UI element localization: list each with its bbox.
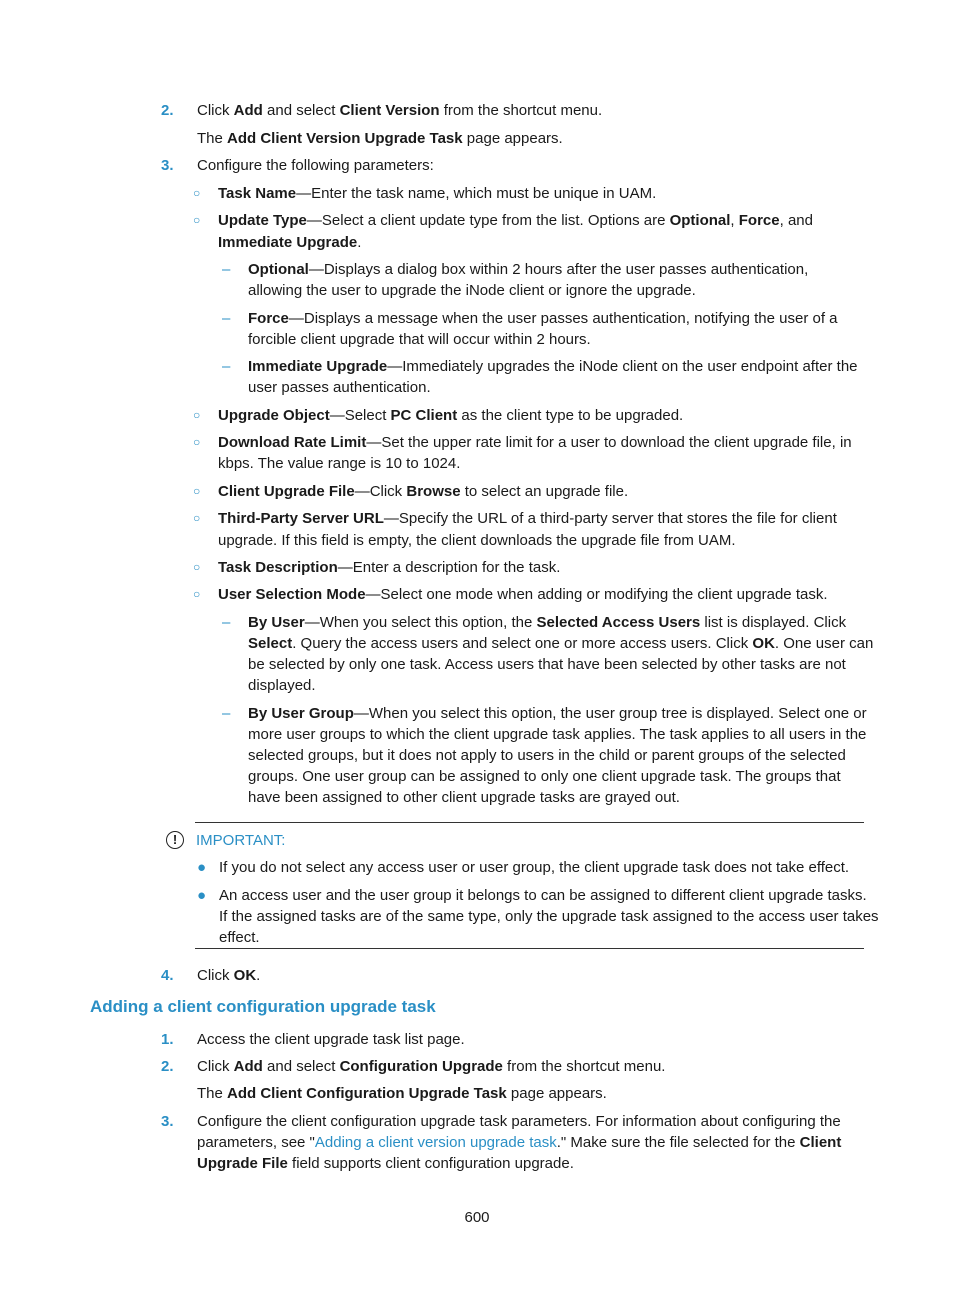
param-task-description: Task Description—Enter a description for the task. <box>218 559 561 576</box>
param-upgrade-object: Upgrade Object—Select PC Client as the client type to be upgraded. <box>218 407 684 424</box>
param-user-selection: User Selection Mode—Select one mode when adding or modifying the client upgrade task. <box>218 586 828 603</box>
option-by-group: By User Group—When you select this option, the user group tree is displayed. Select one or <box>248 705 867 722</box>
s2-step-1-text: Access the client upgrade task list page. <box>197 1031 465 1048</box>
circle-bullet-icon: ○ <box>193 213 201 227</box>
param-task-name: Task Name—Enter the task name, which must be unique in UAM. <box>218 185 657 202</box>
param-third-party-cont: upgrade. If this field is empty, the client downloads the upgrade file from UAM. <box>218 532 736 549</box>
circle-bullet-icon: ○ <box>193 587 201 601</box>
important-bullet-2-l2: If the assigned tasks are of the same type, only the upgrade task assigned to the access user takes <box>219 908 879 925</box>
step-number: 1. <box>161 1031 174 1048</box>
bullet-dot-icon: ● <box>197 887 207 904</box>
param-download-rate: Download Rate Limit—Set the upper rate limit for a user to download the client upgrade file, in <box>218 434 852 451</box>
important-bullet-2-l3: effect. <box>219 929 260 946</box>
s2-step-3-text: Configure the client configuration upgrade task parameters. For information about configuring the <box>197 1113 841 1130</box>
dash-bullet-icon: – <box>222 705 231 722</box>
dash-bullet-icon: – <box>222 358 231 375</box>
circle-bullet-icon: ○ <box>193 484 201 498</box>
option-by-group-l3: selected groups, but it does not apply to users in the child or parent groups of the selected <box>248 747 846 764</box>
circle-bullet-icon: ○ <box>193 186 201 200</box>
param-third-party: Third-Party Server URL—Specify the URL of a third-party server that stores the file for client <box>218 510 837 527</box>
s2-step-2-text: Click Add and select Configuration Upgrade from the shortcut menu. <box>197 1058 666 1075</box>
important-bullet-2: An access user and the user group it belongs to can be assigned to different client upgrade tasks. <box>219 887 867 904</box>
important-bullet-1: If you do not select any access user or user group, the client upgrade task does not take effect. <box>219 859 850 876</box>
cross-reference-link[interactable]: Adding a client version upgrade task <box>314 1134 557 1151</box>
section-heading: Adding a client configuration upgrade task <box>90 997 436 1016</box>
option-by-group-l2: more user groups to which the client upgrade task applies. The task applies to all users in the <box>248 726 867 743</box>
option-by-user-l3: be selected by only one task. Access users that have been selected by other tasks are not <box>248 656 846 673</box>
option-force-cont: forcible client upgrade that will occur within 2 hours. <box>248 331 591 348</box>
step-number: 3. <box>161 1113 174 1130</box>
dash-bullet-icon: – <box>222 310 231 327</box>
step-3-text: Configure the following parameters: <box>197 157 434 174</box>
page-number: 600 <box>464 1209 490 1226</box>
option-optional: Optional—Displays a dialog box within 2 hours after the user passes authentication, <box>248 261 809 278</box>
circle-bullet-icon: ○ <box>193 560 201 574</box>
option-by-user: By User—When you select this option, the Selected Access Users list is displayed. Click <box>248 614 847 631</box>
s2-step-3-l2: parameters, see "Adding a client version upgrade task." Make sure the file selected for the Client <box>197 1134 842 1151</box>
step-number: 2. <box>161 1058 174 1075</box>
step-number: 2. <box>161 102 174 119</box>
option-by-group-l4: groups. One user group can be assigned to only one client upgrade task. The groups that <box>248 768 841 785</box>
step-4-text: Click OK. <box>197 967 261 984</box>
option-immediate-cont: user passes authentication. <box>248 379 431 396</box>
s2-step-2-result: The Add Client Configuration Upgrade Task page appears. <box>197 1085 607 1102</box>
dash-bullet-icon: – <box>222 261 231 278</box>
circle-bullet-icon: ○ <box>193 408 201 422</box>
circle-bullet-icon: ○ <box>193 435 201 449</box>
option-optional-cont: allowing the user to upgrade the iNode client or ignore the upgrade. <box>248 282 696 299</box>
option-by-user-l2: Select. Query the access users and select one or more access users. Click OK. One user can <box>248 635 874 652</box>
param-update-type-cont: Immediate Upgrade. <box>218 234 362 251</box>
divider <box>195 822 864 823</box>
s2-step-3-l3: Upgrade File field supports client configuration upgrade. <box>197 1155 574 1172</box>
circle-bullet-icon: ○ <box>193 511 201 525</box>
step-number: 3. <box>161 157 174 174</box>
exclamation-circle-icon: ! <box>166 831 184 849</box>
option-immediate: Immediate Upgrade—Immediately upgrades the iNode client on the user endpoint after the <box>248 358 858 375</box>
bullet-dot-icon: ● <box>197 859 207 876</box>
option-by-group-l5: have been assigned to other client upgrade tasks are grayed out. <box>248 789 680 806</box>
param-download-rate-cont: kbps. The value range is 10 to 1024. <box>218 455 461 472</box>
step-2-text: Click Add and select Client Version from the shortcut menu. <box>197 102 603 119</box>
divider <box>195 948 864 949</box>
important-label: IMPORTANT: <box>196 832 286 849</box>
dash-bullet-icon: – <box>222 614 231 631</box>
option-force: Force—Displays a message when the user passes authentication, notifying the user of a <box>248 310 838 327</box>
param-update-type: Update Type—Select a client update type from the list. Options are Optional, Force, and <box>218 212 813 229</box>
param-upgrade-file: Client Upgrade File—Click Browse to select an upgrade file. <box>218 483 629 500</box>
option-by-user-l4: displayed. <box>248 677 316 694</box>
step-number: 4. <box>161 967 174 984</box>
step-2-result: The Add Client Version Upgrade Task page appears. <box>197 130 563 147</box>
